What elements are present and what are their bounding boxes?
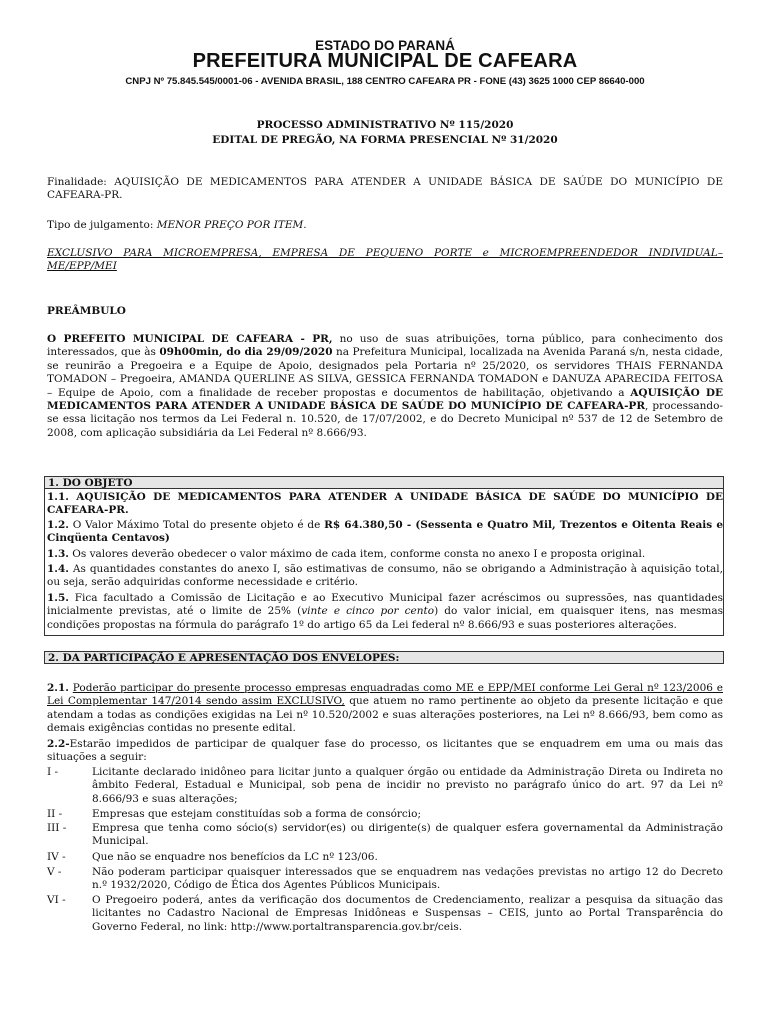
impediment-numeral: II - (47, 808, 63, 820)
item-1-5-italic: vinte e cinco por cento (301, 605, 435, 618)
preambulo-text-c: , processando-se essa licitação nos termos da Lei Federal n. 10.520, de 17/07/2002, e do Decreto Municipal nº 537 de 12 de Setembro de 2008, com aplicação subsidiária da Lei Federal nº 8.666/93. (47, 400, 723, 439)
item-2-2-num: 2.2- (47, 738, 70, 750)
impediment-text: Licitante declarado inidôneo para licitar junto a qualquer órgão ou entidade da Administração Direta ou Indireta no âmbito Federal, Estadual e Municipal, sob pena de incidir no previsto no parágrafo único do art. 97 da Lei nº 8.666/93 e suas alterações; (92, 766, 723, 805)
impediment-numeral: VI - (47, 894, 66, 906)
item-1-2-text: O Valor Máximo Total do presente objeto é de (68, 519, 325, 531)
tipo-value: MENOR PREÇO POR ITEM. (156, 219, 307, 231)
item-1-3-text: Os valores deverão obedecer o valor máximo de cada item, conforme consta no anexo I e proposta original. (68, 548, 646, 560)
item-2-1 (47, 682, 723, 736)
item-1-1: 1.1. AQUISIÇÃO DE MEDICAMENTOS PARA ATENDER A UNIDADE BÁSICA DE SAÚDE DO MUNICÍPIO DE CAFEARA-PR. (47, 491, 723, 517)
impediment-numeral: I - (47, 766, 59, 778)
item-1-2 (47, 519, 723, 546)
impediment-numeral: III - (47, 822, 67, 834)
preambulo-paragraph (47, 333, 723, 440)
process-number: PROCESSO ADMINISTRATIVO Nº 115/2020 (256, 119, 514, 131)
impediment-text: Empresa que tenha como sócio(s) servidor(es) ou dirigente(s) de qualquer esfera governamental da Administração Municipal. (92, 822, 723, 848)
tipo-julgamento (47, 219, 723, 232)
preambulo-title: PREÂMBULO (47, 305, 126, 317)
item-1-2-num: 1.2. (47, 519, 69, 531)
impediment-numeral: V - (47, 866, 62, 878)
preambulo-prefeito: O PREFEITO MUNICIPAL DE CAFEARA - PR, (47, 333, 333, 345)
header-state: ESTADO DO PARANÁ (315, 38, 455, 53)
item-1-5-text-a: Fica facultado a Comissão de Licitação e ao Executivo Municipal fazer acréscimos ou supressões, nas quantidades inicialmente previstas, até o limite de 25% ( (47, 592, 723, 618)
item-1-5-num: 1.5. (47, 592, 69, 604)
header-prefeitura: PREFEITURA MUNICIPAL DE CAFEARA (192, 50, 578, 72)
item-2-1-underlined: Poderão participar do presente processo empresas enquadradas como ME e EPP/MEI conforme Lei Geral nº 123/2006 e Lei Complementar 147/2014 sendo assim EXCLUSIVO, (47, 682, 723, 708)
item-1-2-value: R$ 64.380,50 - (Sessenta e Quatro Mil, Trezentos e Oitenta Reais e Cinqüenta Centavos) (47, 519, 723, 545)
item-1-4-num: 1.4. (47, 563, 69, 575)
edital-number: EDITAL DE PREGÃO, NA FORMA PRESENCIAL Nº 31/2020 (212, 134, 558, 146)
section-1-title: 1. DO OBJETO (44, 476, 724, 489)
impediment-text: Não poderam participar quaisquer interessados que se enquadrem nas vedações previstas no artigo 12 do Decreto n.º 1932/2020, Código de Ética dos Agentes Públicos Municipais. (92, 866, 723, 892)
item-1-4 (47, 563, 723, 590)
section-2-title: 2. DA PARTICIPAÇÃO E APRESENTAÇÃO DOS ENVELOPES: (44, 651, 724, 664)
preambulo-datetime: 09h00min, do dia 29/09/2020 (159, 346, 333, 359)
preambulo-text-a: no uso de suas atribuições, torna público, para conhecimento dos interessados, que às (47, 333, 723, 359)
header-cnpj-line: CNPJ Nº 75.845.545/0001-06 - AVENIDA BRASIL, 188 CENTRO CAFEARA PR - FONE (43) 3625 1000 CEP 86640-000 (125, 76, 645, 87)
item-1-5-text-b: ) do valor inicial, em quaisquer itens, nas mesmas condições propostas na fórmula do parágrafo 1º do artigo 65 da Lei federal nº 8.666/93 e suas posteriores alterações. (47, 605, 723, 631)
tipo-label: Tipo de julgamento: (47, 219, 157, 231)
finalidade-text: AQUISIÇÃO DE MEDICAMENTOS PARA ATENDER A UNIDADE BÁSICA DE SAÚDE DO MUNICÍPIO DE CAFEARA-PR. (47, 176, 723, 202)
item-1-3-num: 1.3. (47, 548, 69, 560)
item-1-5 (47, 592, 723, 632)
impediment-text: Empresas que estejam constituídas sob a forma de consórcio; (92, 808, 422, 820)
item-2-2 (47, 738, 723, 765)
item-2-1-num: 2.1. (47, 682, 69, 694)
item-1-3 (47, 548, 723, 561)
impediment-text: O Pregoeiro poderá, antes da verificação dos documentos de Credenciamento, realizar a pesquisa da situação das licitantes no Cadastro Nacional de Empresas Inidôneas e Suspensas – CEIS, junto ao Portal Transparência do Governo Federal, no link: http://www.portaltransparencia.gov.br/ceis. (92, 894, 723, 933)
exclusivo-note: EXCLUSIVO PARA MICROEMPRESA, EMPRESA DE PEQUENO PORTE e MICROEMPREENDEDOR INDIVIDUAL– ME/EPP/MEI (47, 247, 723, 273)
item-1-4-text: As quantidades constantes do anexo I, são estimativas de consumo, não se obrigando a Administração à aquisição total, ou seja, serão adquiridas conforme necessidade e critério. (47, 563, 723, 589)
impediment-numeral: IV - (47, 851, 66, 863)
item-2-1-text: que atuem no ramo pertinente ao objeto da presente licitação e que atendam a todas as condições exigidas na Lei nº 10.520/2002 e suas alterações posteriores, na Lei nº 8.666/93, bem como as demais exigências contidas no presente edital. (47, 695, 724, 735)
preambulo-text-b: na Prefeitura Municipal, localizada na Avenida Paraná s/n, nesta cidade, se reunirão a Pregoeira e a Equipe de Apoio, designados pela Portaria nº 25/2020, os servidores THAIS FERNANDA TOMADON – Pregoeira, AMANDA QUERLINE AS SILVA, GESSICA FERNANDA TOMADON e DANUZA APARECIDA FEITOSA – Equipe de Apoio, com a finalidade de receber propostas e documentos de habilitação, objetivando a (47, 346, 723, 399)
finalidade-label: Finalidade: (47, 176, 107, 188)
preambulo-objeto: AQUISIÇÃO DE MEDICAMENTOS PARA ATENDER A UNIDADE BÁSICA DE SAÚDE DO MUNICÍPIO DE CAFEARA-PR (47, 386, 723, 413)
impediment-text: Que não se enquadre nos benefícios da LC nº 123/06. (92, 851, 378, 863)
item-2-2-text: Estarão impedidos de participar de qualquer fase do processo, os licitantes que se enquadrem em uma ou mais das situações a seguir: (47, 738, 723, 764)
finalidade-paragraph (47, 176, 723, 203)
